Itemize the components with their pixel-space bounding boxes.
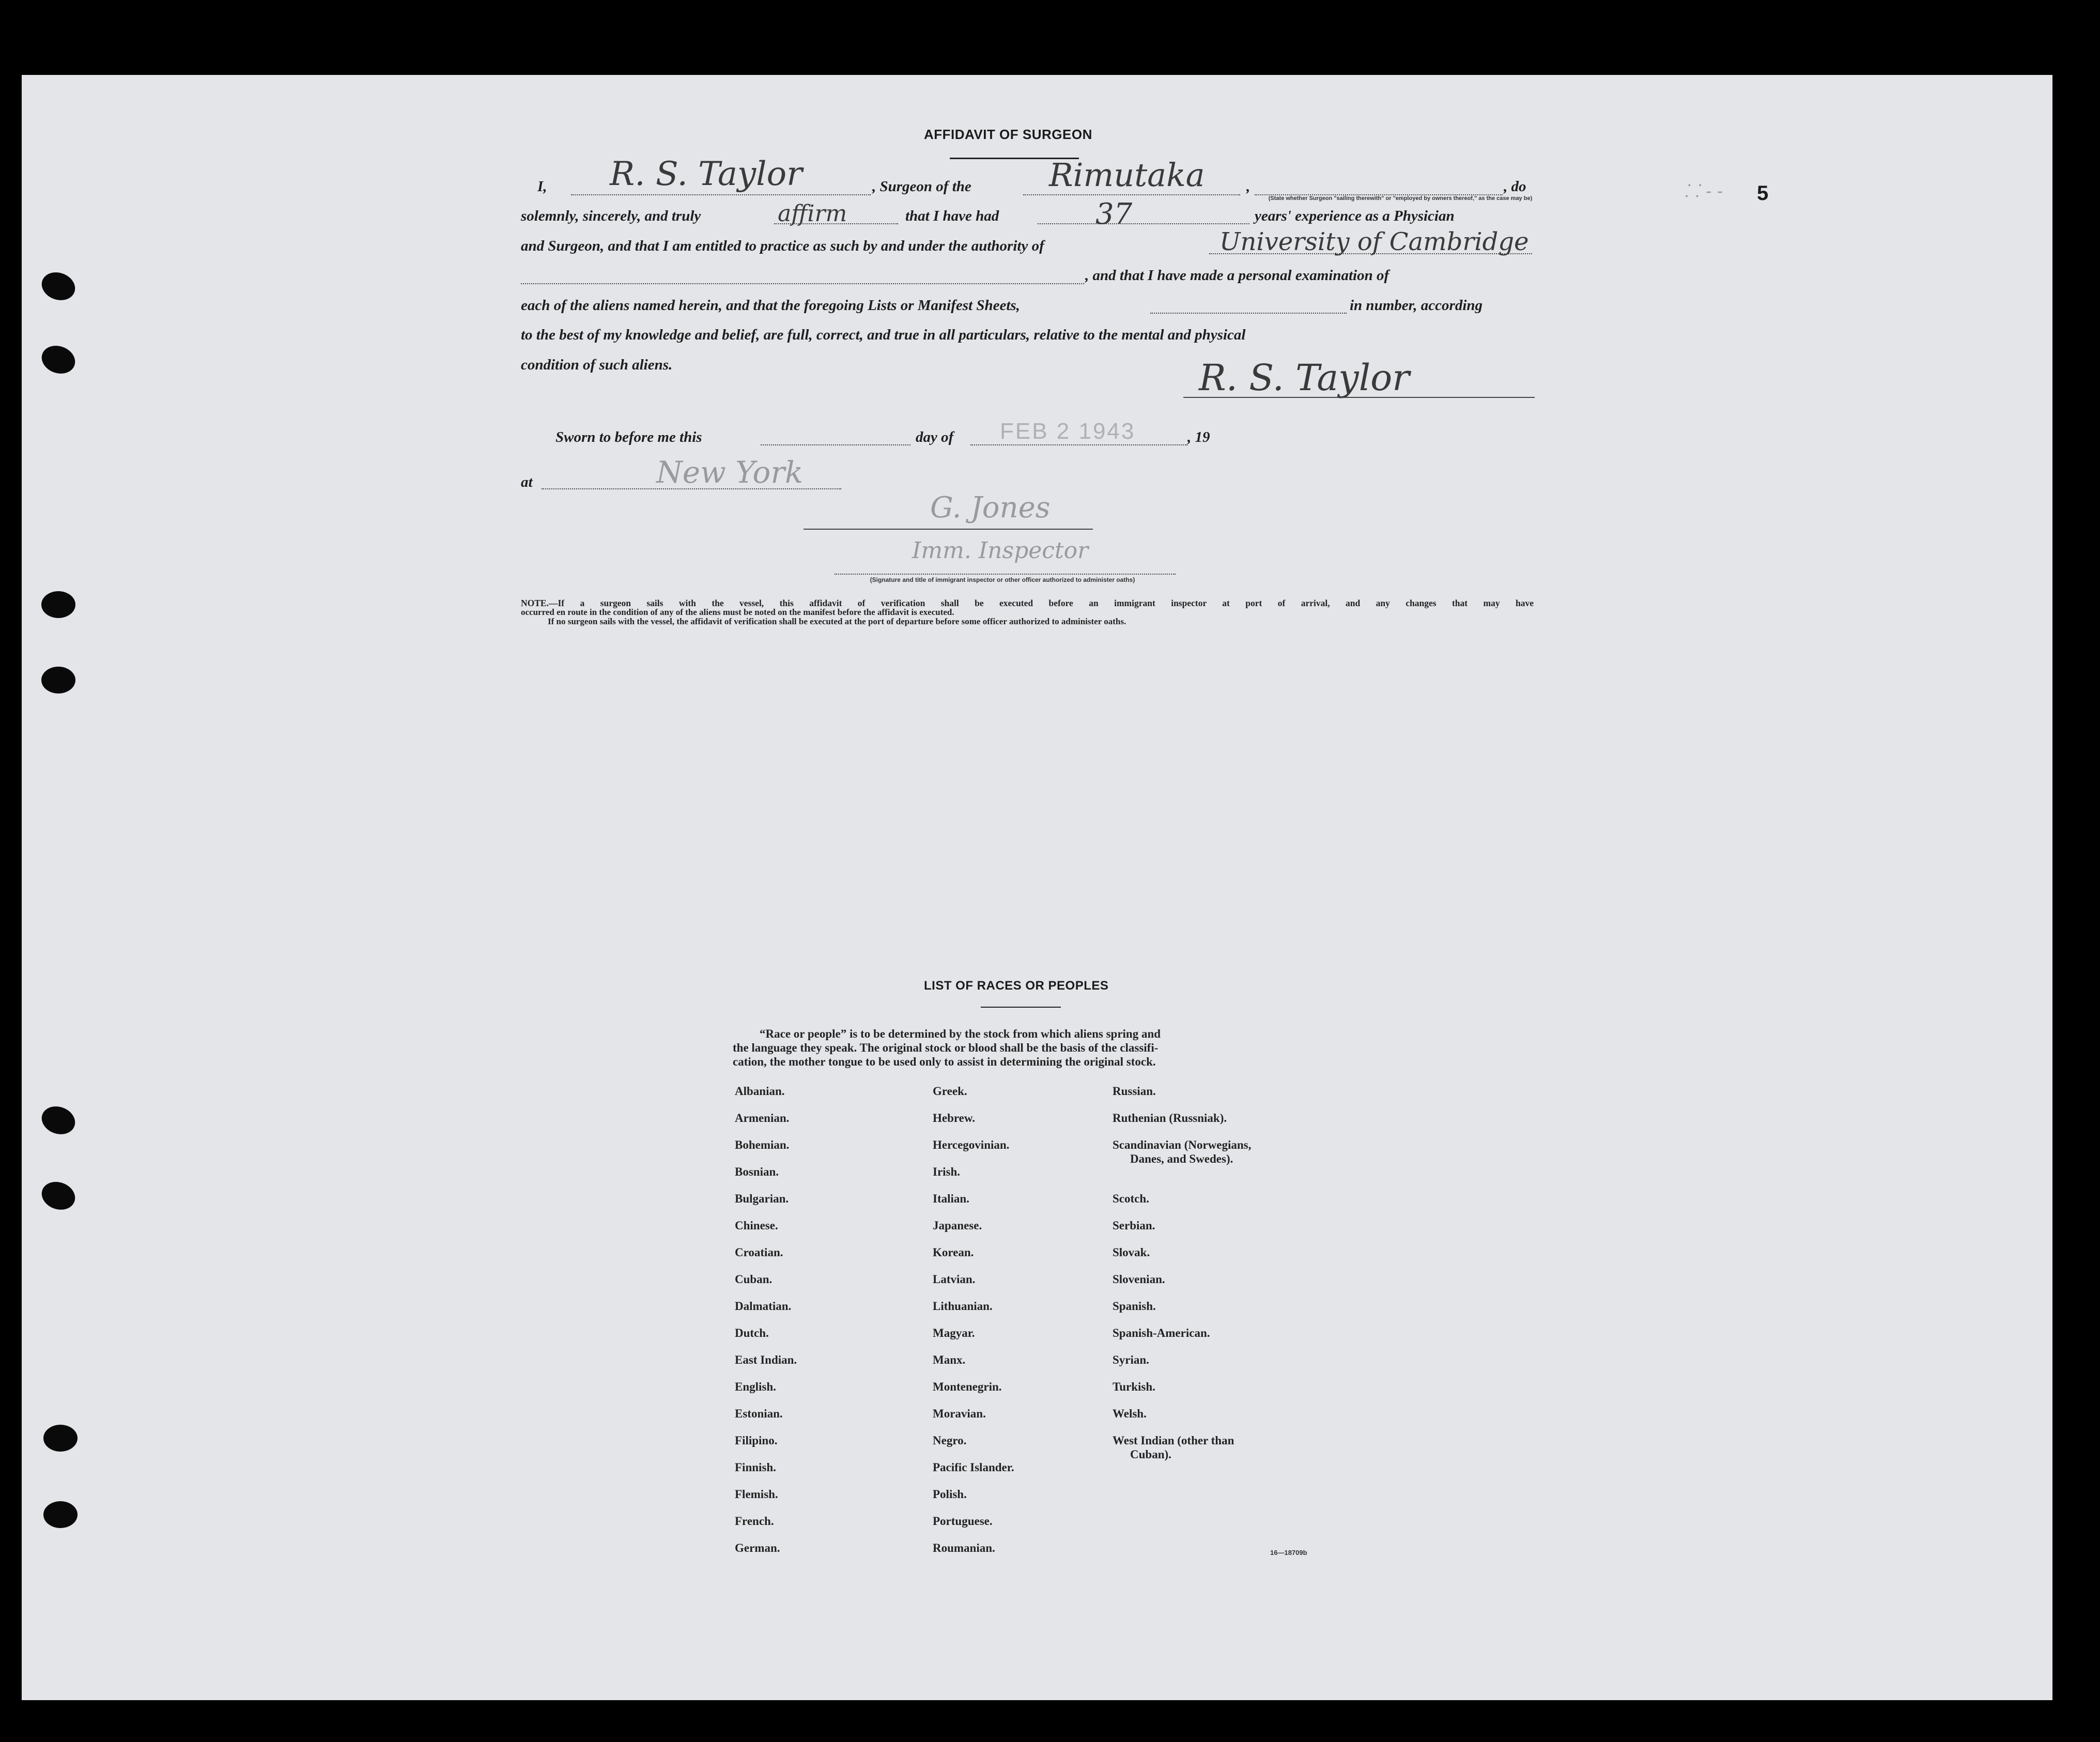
affidavit-line-1-comma: , (1246, 178, 1250, 195)
place-name: New York (656, 455, 804, 490)
sworn-label: Sworn to before me this (555, 429, 702, 445)
sworn-day-blank (761, 444, 910, 445)
race-item: Dutch. (735, 1327, 769, 1339)
races-title-underline (981, 1007, 1061, 1008)
authority-name: University of Cambridge (1219, 227, 1529, 256)
race-item: West Indian (other than (1113, 1434, 1234, 1447)
affidavit-line-2-end: years' experience as a Physician (1255, 208, 1455, 224)
sworn-month-blank (970, 444, 1187, 445)
race-item: Serbian. (1113, 1219, 1155, 1232)
race-item: Moravian. (933, 1407, 986, 1420)
document-page (22, 75, 2052, 1700)
inspector-signature-line (804, 529, 1093, 530)
race-item: Scandinavian (Norwegians, (1113, 1138, 1252, 1151)
inspector-title-line (835, 574, 1176, 575)
inspector-title: Imm. Inspector (912, 537, 1089, 564)
race-item: Chinese. (735, 1219, 778, 1232)
inspector-caption: (Signature and title of immigrant inspector or other officer authorized to administer oaths) (870, 576, 1135, 583)
race-item: Slovak. (1113, 1246, 1150, 1259)
affidavit-line-7: condition of such aliens. (521, 357, 673, 373)
race-item: Filipino. (735, 1434, 778, 1447)
race-item: Montenegrin. (933, 1380, 1002, 1393)
at-label: at (521, 474, 533, 490)
form-number: 16—18709b (1270, 1549, 1307, 1556)
affidavit-line-2-start: solemnly, sincerely, and truly (521, 208, 701, 224)
race-item: Scotch. (1113, 1192, 1149, 1205)
race-item: Hercegovinian. (933, 1138, 1010, 1151)
race-item: Armenian. (735, 1112, 790, 1124)
race-item: Bosnian. (735, 1165, 779, 1178)
race-item: English. (735, 1380, 776, 1393)
race-item: East Indian. (735, 1353, 797, 1366)
race-item: Estonian. (735, 1407, 783, 1420)
race-item: Syrian. (1113, 1353, 1149, 1366)
vessel-name: Rimutaka (1049, 156, 1205, 194)
punch-hole (41, 667, 75, 693)
race-item: Spanish-American. (1113, 1327, 1210, 1339)
race-item: Magyar. (933, 1327, 975, 1339)
inspector-signature: G. Jones (930, 491, 1051, 525)
affidavit-line-1-start: I, (537, 178, 547, 195)
state-whether-note: (State whether Surgeon "sailing therewith" or "employed by owners thereof," as the case may be) (1268, 195, 1533, 202)
race-item: Lithuanian. (933, 1300, 993, 1313)
race-item: Slovenian. (1113, 1273, 1165, 1286)
authority-continued-blank (521, 283, 1084, 284)
race-item: Polish. (933, 1488, 967, 1501)
race-item: Croatian. (735, 1246, 783, 1259)
affidavit-line-2-middle: that I have had (905, 208, 999, 224)
race-item: Flemish. (735, 1488, 778, 1501)
surgeon-name: R. S. Taylor (610, 155, 802, 193)
race-item: French. (735, 1515, 774, 1528)
pencil-mark: ⸬ ⁃ ⁃ (1685, 181, 1722, 202)
races-intro-line: the language they speak. The original stock or blood shall be the basis of the classifi- (733, 1041, 1159, 1054)
races-intro-line: cation, the mother tongue to be used only to assist in determining the original stock. (733, 1055, 1156, 1068)
race-item: Dalmatian. (735, 1300, 792, 1313)
race-item: Korean. (933, 1246, 974, 1259)
year-prefix: , 19 (1187, 429, 1210, 445)
race-item: Roumanian. (933, 1541, 995, 1554)
race-item: Irish. (933, 1165, 961, 1178)
note-line: If no surgeon sails with the vessel, the affidavit of verification shall be executed at the port of departure before some officer authorized to administer oaths. (548, 616, 1126, 626)
page-number: 5 (1757, 182, 1769, 205)
affidavit-line-4: , and that I have made a personal examination of (1085, 267, 1389, 284)
race-item: Danes, and Swedes). (1130, 1152, 1233, 1165)
race-item: Latvian. (933, 1273, 976, 1286)
affidavit-line-5-start: each of the aliens named herein, and that the foregoing Lists or Manifest Sheets, (521, 297, 1020, 314)
years-blank (1038, 223, 1249, 224)
race-item: Finnish. (735, 1461, 776, 1474)
race-item: Cuban). (1130, 1448, 1171, 1461)
vessel-name-blank (1023, 194, 1240, 195)
race-item: Turkish. (1113, 1380, 1155, 1393)
affidavit-line-6: to the best of my knowledge and belief, are full, correct, and true in all particulars, relative to the mental and physical (521, 327, 1246, 343)
signature-line (1183, 397, 1535, 398)
punch-hole (41, 591, 75, 618)
race-item: Italian. (933, 1192, 969, 1205)
race-item: Negro. (933, 1434, 967, 1447)
race-item: Manx. (933, 1353, 966, 1366)
race-item: Albanian. (735, 1085, 785, 1098)
race-item: German. (735, 1541, 780, 1554)
race-item: Spanish. (1113, 1300, 1156, 1313)
punch-hole (43, 1425, 78, 1452)
race-item: Cuban. (735, 1273, 773, 1286)
race-item: Ruthenian (Russniak). (1113, 1112, 1227, 1124)
sheet-count-blank (1150, 313, 1347, 314)
race-item: Welsh. (1113, 1407, 1147, 1420)
surgeon-name-blank (571, 194, 871, 195)
race-item: Russian. (1113, 1085, 1156, 1098)
years-experience: 37 (1095, 197, 1133, 231)
race-item: Bulgarian. (735, 1192, 789, 1205)
affidavit-title: AFFIDAVIT OF SURGEON (924, 127, 1092, 142)
affidavit-line-1-do: , do (1504, 178, 1526, 195)
races-title: LIST OF RACES OR PEOPLES (924, 979, 1109, 993)
race-item: Pacific Islander. (933, 1461, 1014, 1474)
affidavit-line-3-start: and Surgeon, and that I am entitled to practice as such by and under the authority of (521, 238, 1044, 254)
races-intro-line: “Race or people” is to be determined by the stock from which aliens spring and (760, 1027, 1161, 1040)
affidavit-line-5-end: in number, according (1350, 297, 1483, 314)
punch-hole (43, 1501, 78, 1528)
surgeon-signature: R. S. Taylor (1199, 357, 1410, 399)
affidavit-line-1-surgeon-of: , Surgeon of the (872, 178, 971, 195)
race-item: Bohemian. (735, 1138, 790, 1151)
race-item: Greek. (933, 1085, 967, 1098)
affirm-word: affirm (778, 201, 847, 227)
race-item: Portuguese. (933, 1515, 993, 1528)
day-of-label: day of (916, 429, 954, 445)
date-stamp: FEB 2 1943 (1000, 419, 1136, 444)
note-line: occurred en route in the condition of any of the aliens must be noted on the manifest before the affidavit is executed. (521, 607, 954, 617)
race-item: Japanese. (933, 1219, 982, 1232)
note-line: NOTE.—If a surgeon sails with the vessel, this affidavit of verification shall be executed before an immigrant inspector at port of arrival, and any changes that may have (521, 598, 1534, 608)
race-item: Hebrew. (933, 1112, 975, 1124)
